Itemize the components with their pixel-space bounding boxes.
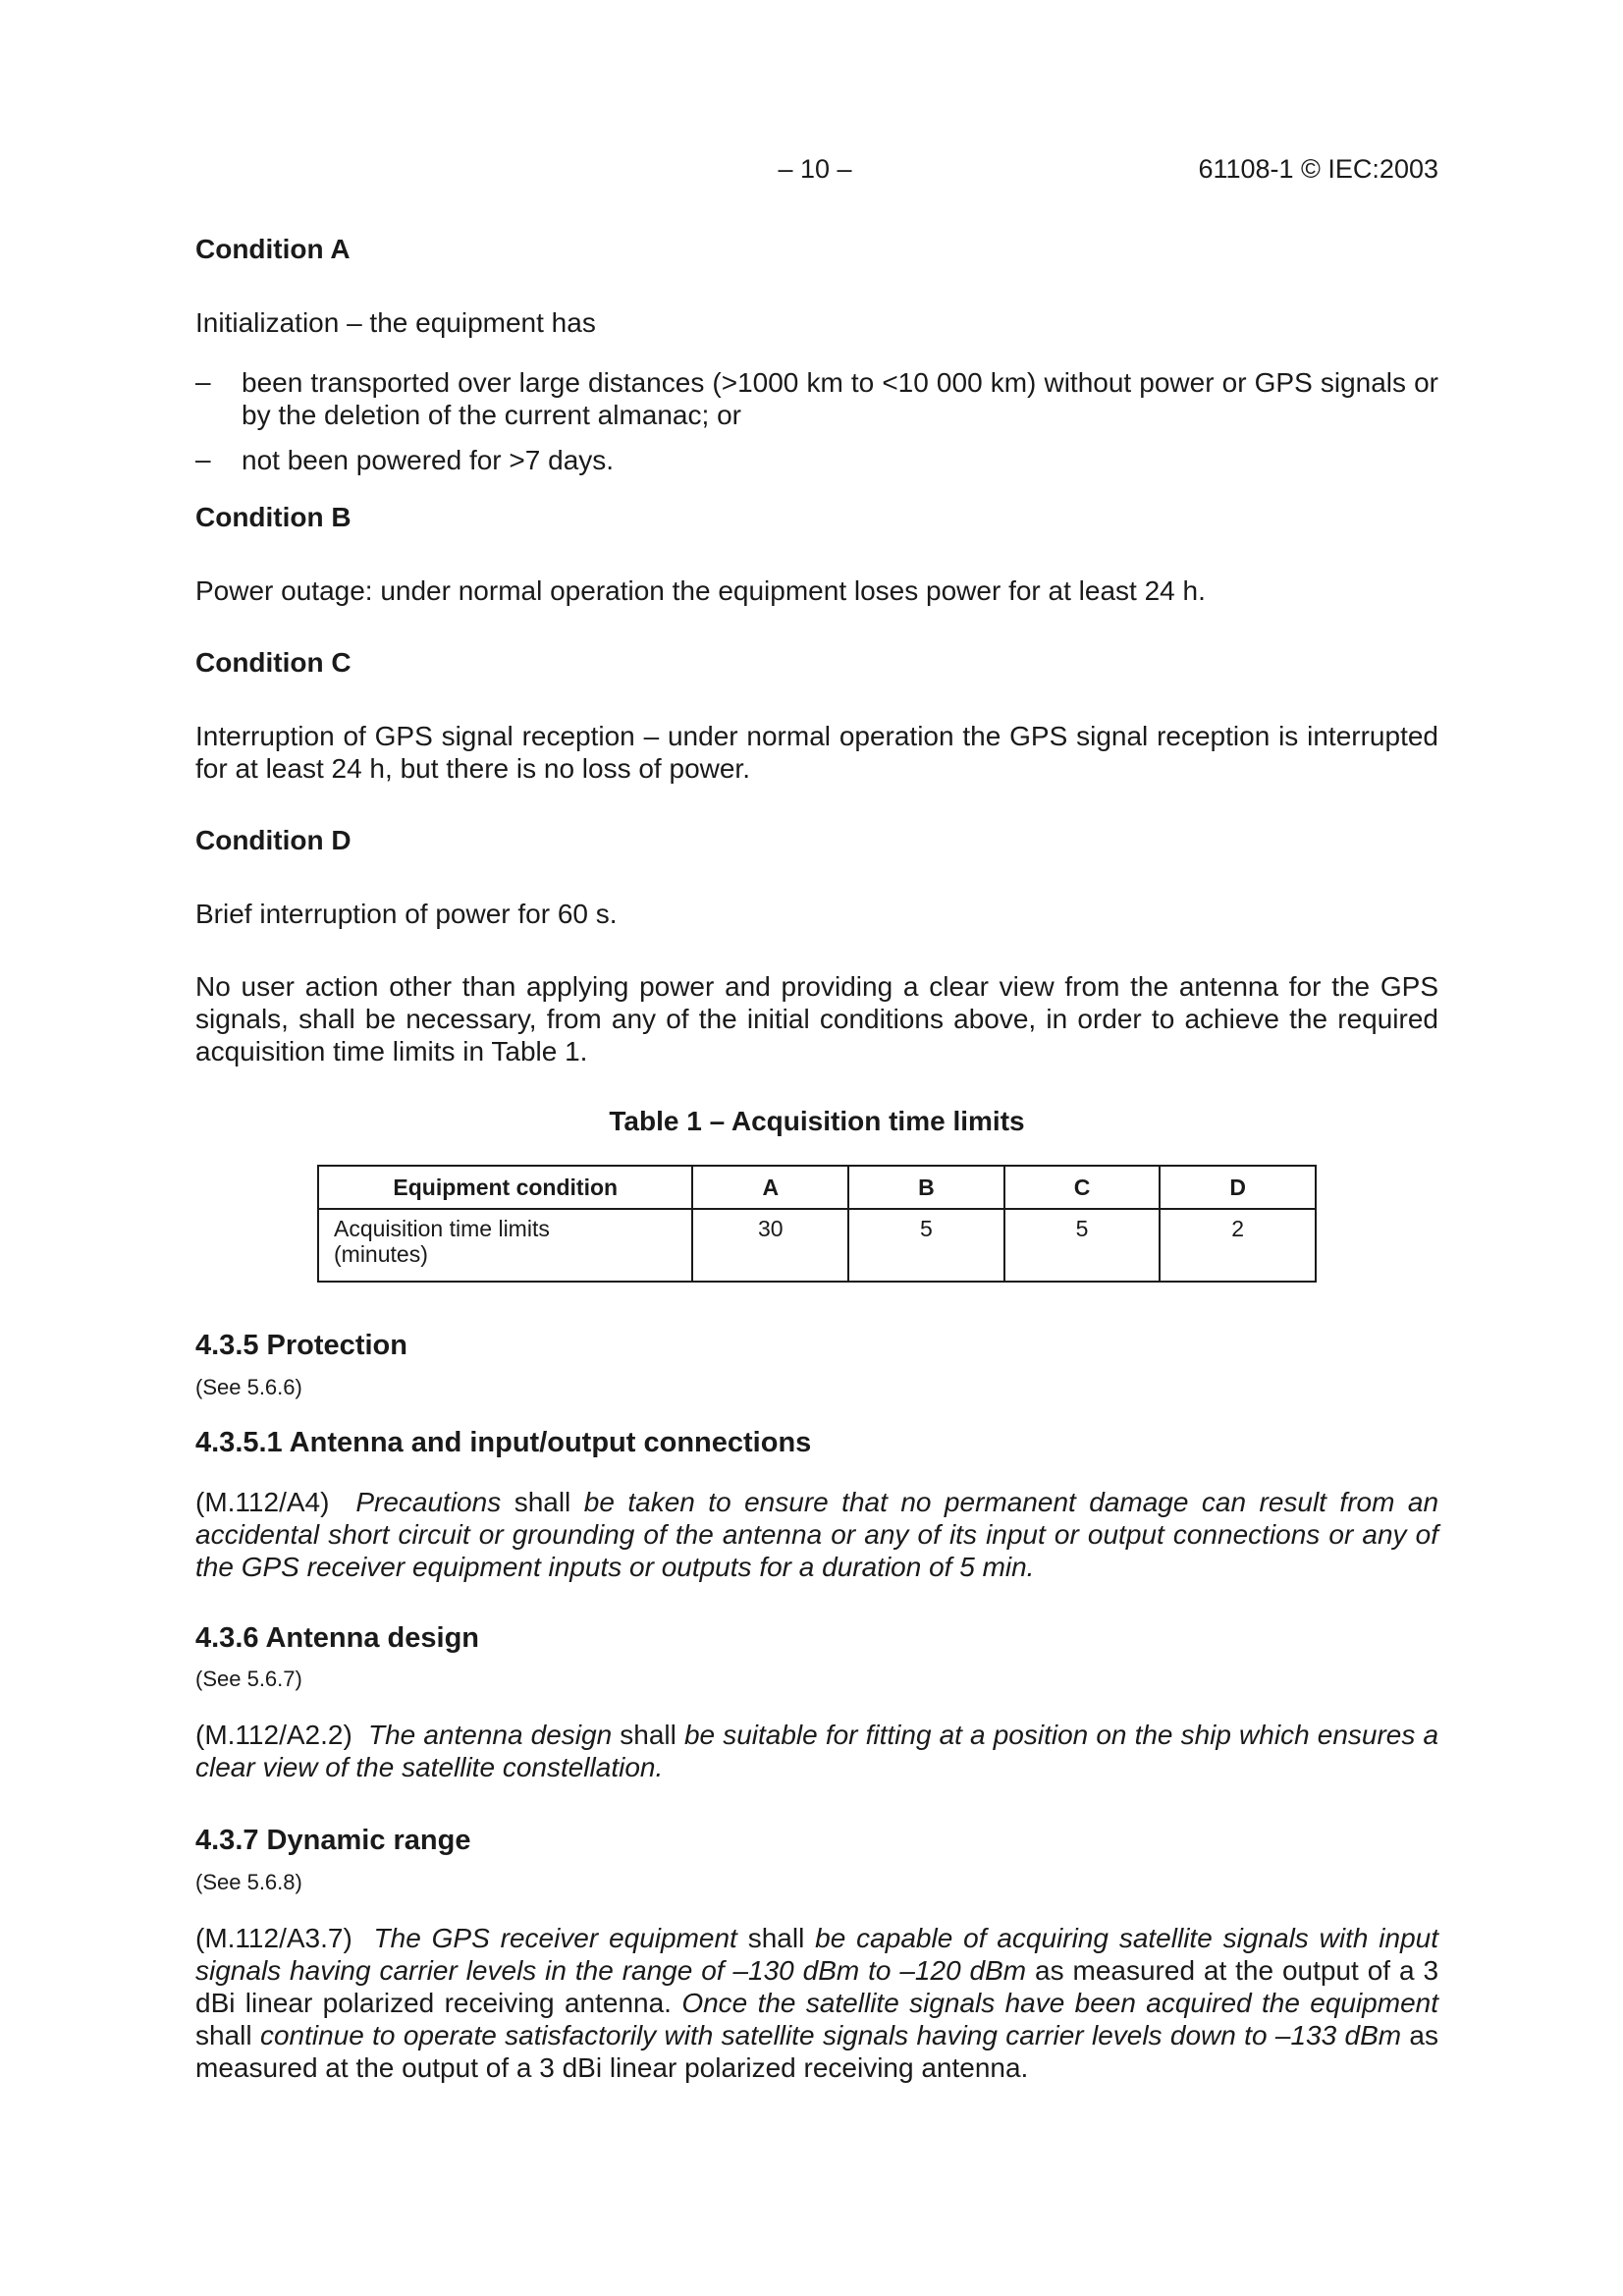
italic-text: continue to operate satisfactorily with satellite signals having carrier levels down to –133 dBm [259, 2020, 1402, 2050]
section-4-3-7-see: (See 5.6.8) [195, 1870, 302, 1894]
table-cell: 2 [1160, 1209, 1316, 1282]
section-4-3-5-see: (See 5.6.6) [195, 1375, 302, 1399]
table-header-cell: D [1160, 1166, 1316, 1209]
table-header-cell: A [692, 1166, 848, 1209]
table-cell: 30 [692, 1209, 848, 1282]
italic-text: be capable of acquiring satellite signals with input signals having carrier levels in the range of –130 dBm to –120 dBm [195, 1923, 1439, 1986]
table-header-cell: C [1004, 1166, 1161, 1209]
section-4-3-6-see: (See 5.6.7) [195, 1667, 302, 1691]
condition-b-text: Power outage: under normal operation the equipment loses power for at least 24 h. [195, 575, 1206, 606]
condition-a-intro: Initialization – the equipment has [195, 307, 596, 338]
acquisition-time-table [317, 1165, 1317, 1283]
condition-a-heading: Condition A [195, 234, 351, 264]
requirement-ref: (M.112/A4) [195, 1487, 330, 1517]
normal-text: as measured at the output of a 3 dBi linear polarized receiving antenna. [195, 2020, 1438, 2083]
condition-a-bullet-1: been transported over large distances (>1000 km to <10 000 km) without power or GPS signals or by the deletion of the current almanac; or [242, 367, 1438, 430]
bullet-dash: – [195, 444, 211, 474]
section-4-3-7-text [195, 1922, 1438, 2084]
requirement-ref: (M.112/A3.7) [195, 1923, 352, 1953]
normal-text: as measured at the output of a 3 dBi linear polarized receiving antenna. [195, 1955, 1439, 2018]
table-header-cell: B [848, 1166, 1004, 1209]
italic-text: The GPS receiver equipment [373, 1923, 737, 1953]
user-action-paragraph: No user action other than applying power and providing a clear view from the antenna for the GPS signals, shall be necessary, from any of the initial conditions above, in order to achieve the required acquisition time limits in Table 1. [195, 971, 1438, 1066]
table-row-label-line1: Acquisition time limits [334, 1216, 550, 1241]
table-row-label-line2: (minutes) [334, 1241, 428, 1267]
bullet-dash: – [195, 366, 211, 397]
condition-a-bullet-2: not been powered for >7 days. [242, 445, 615, 475]
document-reference: 61108-1 © IEC:2003 [1198, 154, 1438, 184]
normal-text: shall [514, 1487, 571, 1517]
section-4-3-5-1-heading: 4.3.5.1 Antenna and input/output connections [195, 1427, 812, 1458]
page-number: – 10 – [778, 154, 852, 184]
italic-text: The antenna design [367, 1720, 613, 1750]
table-caption: Table 1 – Acquisition time limits [609, 1106, 1025, 1136]
condition-c-text: Interruption of GPS signal reception – under normal operation the GPS signal reception is interrupted for at least 24 h, but there is no loss of power. [195, 721, 1438, 784]
normal-text: shall [747, 1923, 805, 1953]
section-4-3-5-1-text [195, 1486, 1438, 1583]
italic-text: Once the satellite signals have been acquired the equipment [681, 1988, 1439, 2018]
table-header-row [318, 1166, 1316, 1209]
table-cell: 5 [1004, 1209, 1161, 1282]
table-row-label [318, 1209, 692, 1282]
section-4-3-6-text [195, 1719, 1438, 1783]
condition-c-heading: Condition C [195, 647, 352, 678]
requirement-ref: (M.112/A2.2) [195, 1720, 352, 1750]
section-4-3-5-heading: 4.3.5 Protection [195, 1330, 407, 1361]
section-4-3-7-heading: 4.3.7 Dynamic range [195, 1825, 471, 1856]
table-header-cell: Equipment condition [318, 1166, 692, 1209]
table-cell: 5 [848, 1209, 1004, 1282]
section-4-3-6-heading: 4.3.6 Antenna design [195, 1622, 479, 1654]
italic-text: be taken to ensure that no permanent damage can result from an accidental short circuit or grounding of the antenna or any of its input or output connections or any of the GPS receiver equipment inputs or outputs for a duration of 5 min. [195, 1487, 1439, 1582]
condition-d-heading: Condition D [195, 825, 352, 855]
condition-b-heading: Condition B [195, 502, 352, 532]
normal-text: shall [195, 2020, 252, 2050]
condition-d-text: Brief interruption of power for 60 s. [195, 899, 618, 929]
italic-text: be suitable for fitting at a position on the ship which ensures a clear view of the satellite constellation. [195, 1720, 1439, 1782]
normal-text: shall [620, 1720, 676, 1750]
table-row [318, 1209, 1316, 1282]
italic-text: Precautions [355, 1487, 502, 1517]
